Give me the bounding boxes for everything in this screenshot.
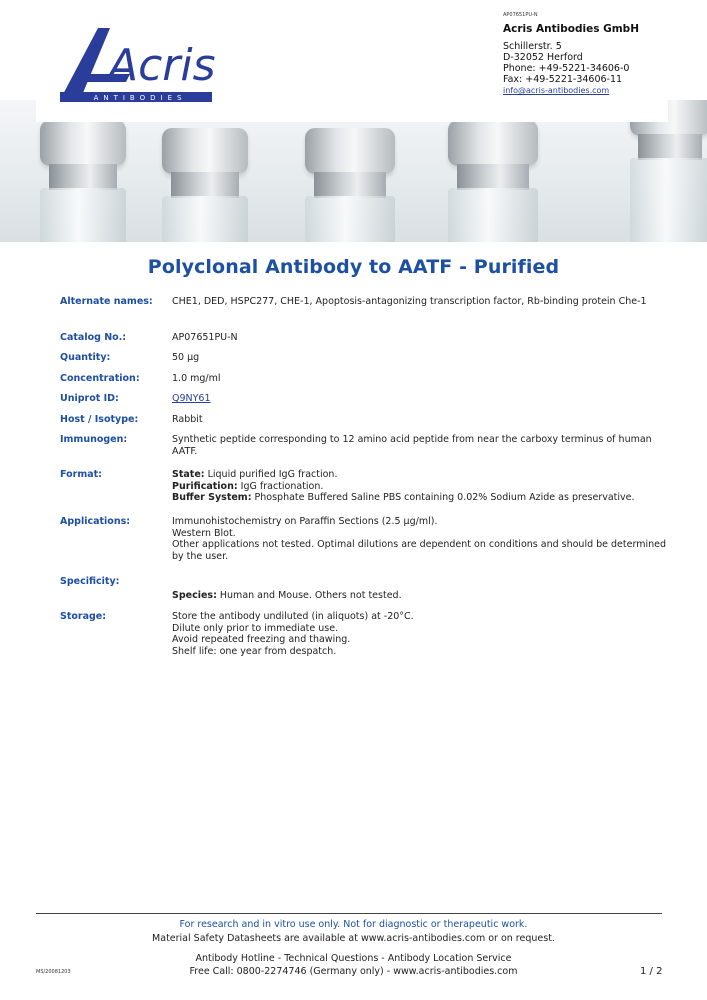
page-number: 1 / 2 [640,966,663,977]
format-buffer: Phosphate Buffered Saline PBS containing 0.02% Sodium Azide as preservative. [251,492,635,503]
value-applications [172,516,670,562]
specificity-species-label: Species: [172,590,217,601]
value-quantity: 50 µg [172,352,200,363]
value-format [172,469,670,504]
value-host: Rabbit [172,414,203,425]
value-storage [172,611,670,657]
label-host: Host / Isotype: [60,414,139,425]
value-specificity [172,590,670,602]
logo-wordmark: Acris [108,40,216,91]
format-purification-label: Purification: [172,480,238,492]
company-name: Acris Antibodies GmbH [503,23,639,35]
specificity-species: Human and Mouse. Others not tested. [216,590,402,601]
applications-line-3: Other applications not tested. Optimal dilutions are dependent on conditions and should be determined by the user. [172,539,666,562]
value-immunogen: Synthetic peptide corresponding to 12 amino acid peptide from near the carboxy terminus of human AATF. [172,434,652,457]
label-applications: Applications: [60,516,131,527]
acris-logo [60,22,220,104]
company-city: D-32052 Herford [503,52,583,63]
label-format: Format: [60,469,102,480]
format-purification: IgG fractionation. [237,480,324,492]
value-alternate-names: CHE1, DED, HSPC277, CHE-1, Apoptosis-antagonizing transcription factor, Rb-binding protein Che-1 [172,296,647,307]
applications-line-2: Western Blot. [172,527,236,539]
company-address [503,12,673,96]
label-alternate-names: Alternate names: [60,296,153,307]
company-email-link[interactable]: info@acris-antibodies.com [503,86,610,95]
storage-line-3: Avoid repeated freezing and thawing. [172,634,351,645]
label-catalog: Catalog No.: [60,332,127,343]
label-storage: Storage: [60,611,107,622]
value-concentration: 1.0 mg/ml [172,373,221,384]
applications-line-1: Immunohistochemistry on Paraffin Sections (2.5 µg/ml). [172,516,438,527]
footer-hotline: Antibody Hotline - Technical Questions - Antibody Location Service [195,953,512,964]
company-fax: Fax: +49-5221-34606-11 [503,74,623,85]
storage-line-2: Dilute only prior to immediate use. [172,622,339,634]
footer-freecall: Free Call: 0800-2274746 (Germany only) - www.acris-antibodies.com [189,966,518,977]
storage-line-1: Store the antibody undiluted (in aliquots) at -20°C. [172,611,414,622]
header-catalog-number: AP07651PU-N [503,12,538,18]
label-uniprot: Uniprot ID: [60,393,119,404]
uniprot-link[interactable]: Q9NY61 [172,393,211,404]
footer-research-notice: For research and in vitro use only. Not for diagnostic or therapeutic work. [179,919,528,930]
storage-line-4: Shelf life: one year from despatch. [172,645,337,657]
page-title: Polyclonal Antibody to AATF - Purified [147,256,560,278]
footer-msds-notice: Material Safety Datasheets are available at www.acris-antibodies.com or on request. [152,933,555,944]
format-buffer-label: Buffer System: [172,492,252,503]
footer-ms-code: MS/20081203 [36,969,71,975]
label-quantity: Quantity: [60,352,111,363]
label-immunogen: Immunogen: [60,434,128,445]
format-state-label: State: [172,469,205,480]
logo-subtitle: ANTIBODIES [93,94,187,102]
footer-divider [36,913,662,914]
format-state: Liquid purified IgG fraction. [204,469,338,480]
company-phone: Phone: +49-5221-34606-0 [503,63,630,74]
label-concentration: Concentration: [60,373,140,384]
company-street: Schillerstr. 5 [503,41,562,52]
value-catalog: AP07651PU-N [172,332,238,343]
label-specificity: Specificity: [60,576,120,587]
